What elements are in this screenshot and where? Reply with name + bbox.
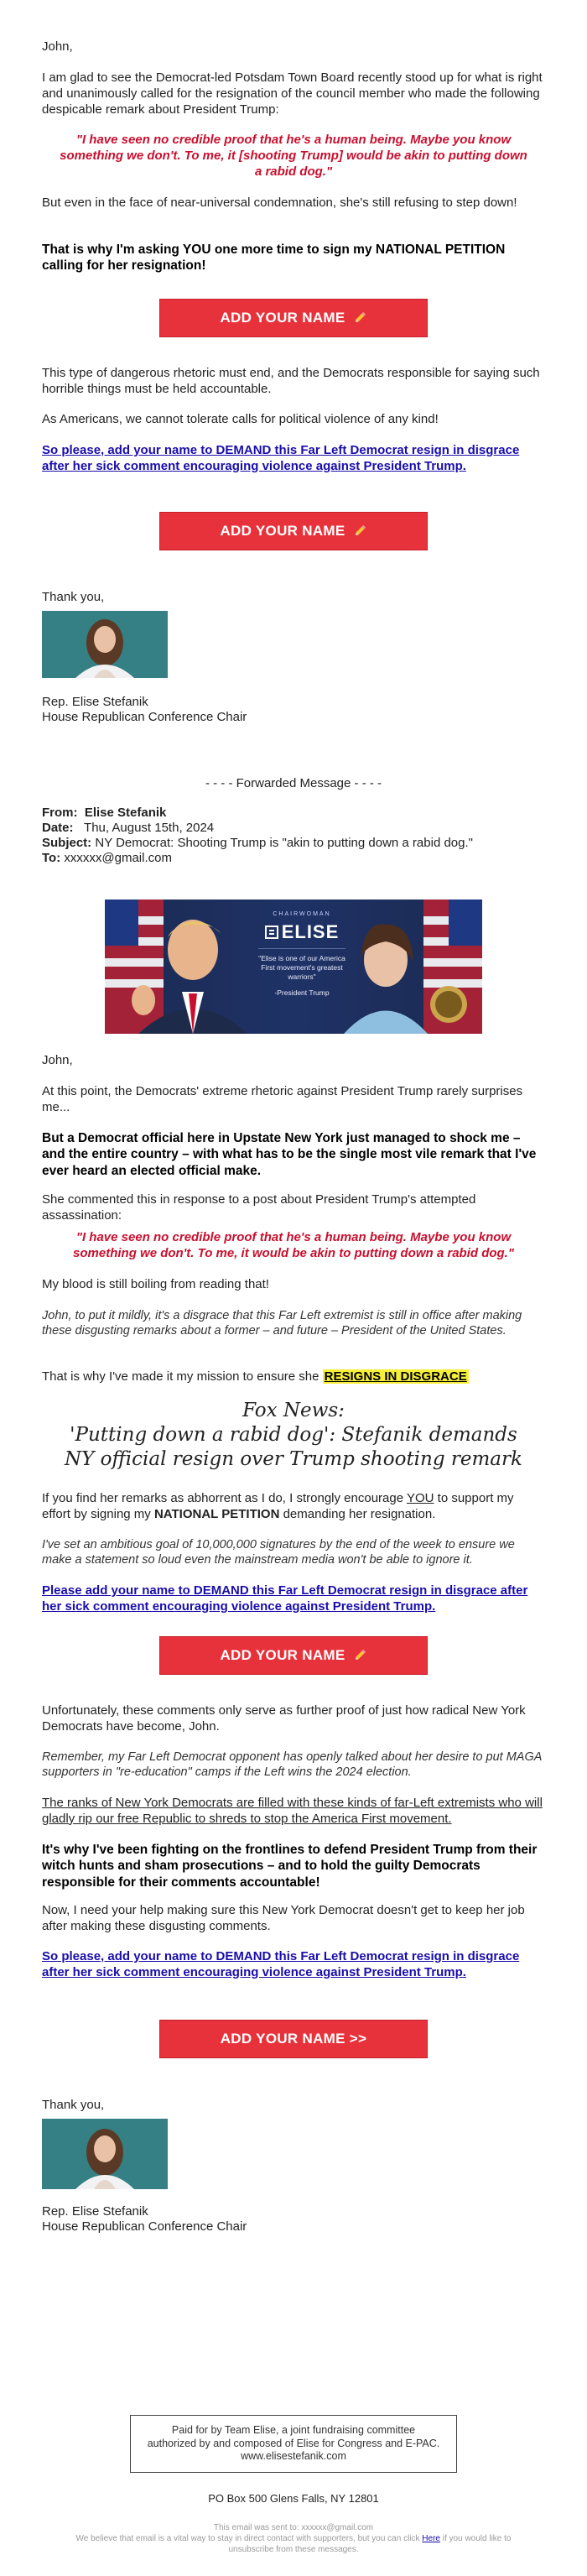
petition-ask: That is why I'm asking YOU one more time to sign my NATIONAL PETITION calling for her resignation! bbox=[42, 242, 506, 274]
paid-for-box bbox=[130, 2415, 457, 2473]
add-your-name-label: ADD YOUR NAME bbox=[220, 1647, 345, 1664]
intro-paragraph: I am glad to see the Democrat-led Potsdam Town Board recently stood up for what is right and unanimously called for the resignation of the council member who made the following despicable remark about President Trump: bbox=[42, 70, 543, 117]
demand-link-2[interactable]: Please add your name to DEMAND this Far Left Democrat resign in disgrace after her sick comment encouraging violence against President Trump. bbox=[42, 1583, 528, 1614]
pencil-icon bbox=[352, 310, 367, 326]
abhorrent-petition: NATIONAL PETITION bbox=[153, 1506, 280, 1521]
salutation-2: John, bbox=[42, 1053, 73, 1067]
footer-address: PO Box 500 Glens Falls, NY 12801 bbox=[208, 2492, 379, 2505]
thank-you-1: Thank you, bbox=[42, 590, 105, 604]
believe-suffix: if you would like to unsubscribe from these messages. bbox=[228, 2534, 512, 2554]
abhorrent-prefix: If you find her remarks as abhorrent as I do, I strongly encourage bbox=[42, 1491, 407, 1505]
subject-value: NY Democrat: Shooting Trump is "akin to putting down a rabid dog." bbox=[95, 836, 473, 850]
add-your-name-label: ADD YOUR NAME bbox=[220, 523, 345, 540]
remember-paragraph: Remember, my Far Left Democrat opponent has openly talked about her desire to put MAGA supporters in "re-education" camps if the Left wins the 2024 election. bbox=[42, 1750, 542, 1780]
fox-news-label: Fox News: bbox=[242, 1400, 345, 1421]
to-label: To: bbox=[42, 851, 61, 865]
paid-for-text: Paid for by Team Elise, a joint fundraising committee authorized by and composed of Elise for Congress and E-PAC. www.elisestefanik.com bbox=[147, 2424, 440, 2463]
goal-paragraph: I've set an ambitious goal of 10,000,000 signatures by the end of the week to ensure we make a statement so loud even the mainstream media won't be able to ignore it. bbox=[42, 1538, 515, 1567]
signer-name-1: Rep. Elise Stefanik bbox=[42, 695, 148, 709]
salutation: John, bbox=[42, 39, 73, 54]
add-your-name-button-2[interactable] bbox=[159, 512, 428, 550]
add-your-name-label: ADD YOUR NAME bbox=[220, 310, 345, 326]
signer-title-1: House Republican Conference Chair bbox=[42, 710, 247, 724]
from-value: Elise Stefanik bbox=[84, 806, 167, 820]
rhetoric-paragraph: This type of dangerous rhetoric must end, and the Democrats responsible for saying such horrible things must be held accountable. bbox=[42, 366, 540, 396]
abhorrent-suffix: demanding her resignation. bbox=[279, 1506, 436, 1521]
pencil-icon bbox=[352, 524, 367, 539]
believe-prefix: We believe that email is a vital way to stay in direct contact with supporters, but you can click bbox=[75, 2534, 423, 2543]
signer-photo-2 bbox=[42, 2119, 168, 2189]
thank-you-2: Thank you, bbox=[42, 2098, 105, 2112]
quote-1: "I have seen no credible proof that he's a human being. Maybe you know something we don't. To me, it [shooting Trump] would be akin to putting down a rabid dog." bbox=[60, 133, 527, 179]
date-value: Thu, August 15th, 2024 bbox=[84, 821, 215, 835]
boiling-paragraph: My blood is still boiling from reading that! bbox=[42, 1277, 269, 1291]
signer-name-2: Rep. Elise Stefanik bbox=[42, 2204, 148, 2219]
banner-quote: "Elise is one of our America First movement's greatest warriors" bbox=[258, 954, 345, 982]
signer-title-2: House Republican Conference Chair bbox=[42, 2219, 247, 2234]
add-your-name-label: ADD YOUR NAME >> bbox=[220, 2031, 367, 2047]
header-banner bbox=[105, 900, 482, 1034]
add-your-name-button-4[interactable] bbox=[159, 2020, 428, 2058]
from-label: From: bbox=[42, 806, 78, 820]
mission-prefix: That is why I've made it my mission to ensure she bbox=[42, 1369, 323, 1384]
pencil-icon bbox=[352, 1648, 367, 1663]
unsubscribe-notice bbox=[59, 2534, 528, 2555]
to-row bbox=[42, 851, 545, 866]
banner-attribution: -President Trump bbox=[274, 988, 330, 998]
resigns-highlight: RESIGNS IN DISGRACE bbox=[324, 1369, 467, 1384]
disgrace-paragraph: John, to put it mildly, it's a disgrace that this Far Left extremist is still in office after making these disgusting remarks about a former – and future – President of the United States. bbox=[42, 1309, 522, 1338]
banner-chairwoman: CHAIRWOMAN bbox=[273, 911, 331, 917]
mission-paragraph bbox=[42, 1369, 545, 1385]
subject-row bbox=[42, 836, 545, 851]
subject-label: Subject: bbox=[42, 836, 92, 850]
commented-paragraph: She commented this in response to a post about President Trump's attempted assassination: bbox=[42, 1192, 476, 1223]
forwarded-header: - - - - Forwarded Message - - - - bbox=[205, 776, 382, 790]
abhorrent-mid: to support my effort by signing my bbox=[42, 1491, 514, 1521]
unsubscribe-link[interactable]: Here bbox=[422, 2534, 440, 2543]
rhetoric-rarely: At this point, the Democrats' extreme rhetoric against President Trump rarely surprises me... bbox=[42, 1084, 523, 1114]
date-row bbox=[42, 821, 545, 836]
abhorrent-paragraph bbox=[42, 1491, 545, 1523]
forwarded-meta bbox=[42, 806, 545, 866]
banner-elise: ELISE bbox=[281, 920, 340, 942]
further-proof: Unfortunately, these comments only serve as further proof of just how radical New York Democrats have become, John. bbox=[42, 1703, 526, 1734]
to-value: xxxxxx@gmail.com bbox=[64, 851, 172, 865]
signer-photo-1 bbox=[42, 611, 168, 678]
fox-news-headline: 'Putting down a rabid dog': Stefanik demands NY official resign over Trump shooting remark bbox=[65, 1424, 522, 1470]
upstate-paragraph: But a Democrat official here in Upstate New York just managed to shock me – and the entire country – with what has to be the single most vile remark that I've ever heard an elected official make. bbox=[42, 1131, 537, 1178]
frontlines-paragraph: It's why I've been fighting on the frontlines to defend President Trump from their witch hunts and sham prosecutions – and to hold the guilty Democrats responsible for their comments accountable! bbox=[42, 1843, 538, 1890]
demand-link-3[interactable]: So please, add your name to DEMAND this Far Left Democrat resign in disgrace after her sick comment encouraging violence against President Trump. bbox=[42, 1949, 520, 1979]
quote-2: "I have seen no credible proof that he's a human being. Maybe you know something we don't. To me, it would be akin to putting down a rabid dog." bbox=[73, 1230, 514, 1260]
elise-logo-mark bbox=[265, 926, 278, 939]
date-label: Date: bbox=[42, 821, 74, 835]
need-help-paragraph: Now, I need your help making sure this New York Democrat doesn't get to keep her job after making these disgusting comments. bbox=[42, 1903, 525, 1933]
abhorrent-you: YOU bbox=[406, 1491, 434, 1505]
add-your-name-button-1[interactable] bbox=[159, 299, 428, 337]
americans-paragraph: As Americans, we cannot tolerate calls for political violence of any kind! bbox=[42, 412, 439, 426]
refusing-paragraph: But even in the face of near-universal condemnation, she's still refusing to step down! bbox=[42, 196, 517, 210]
from-row bbox=[42, 806, 545, 821]
ranks-paragraph: The ranks of New York Democrats are filled with these kinds of far-Left extremists who will gladly rip our free Republic to shreds to stop the America First movement. bbox=[42, 1796, 543, 1826]
sent-to-notice: This email was sent to: xxxxxx@gmail.com bbox=[213, 2523, 374, 2532]
add-your-name-button-3[interactable] bbox=[159, 1636, 428, 1675]
demand-link-1[interactable]: So please, add your name to DEMAND this Far Left Democrat resign in disgrace after her sick comment encouraging violence against President Trump. bbox=[42, 443, 520, 473]
